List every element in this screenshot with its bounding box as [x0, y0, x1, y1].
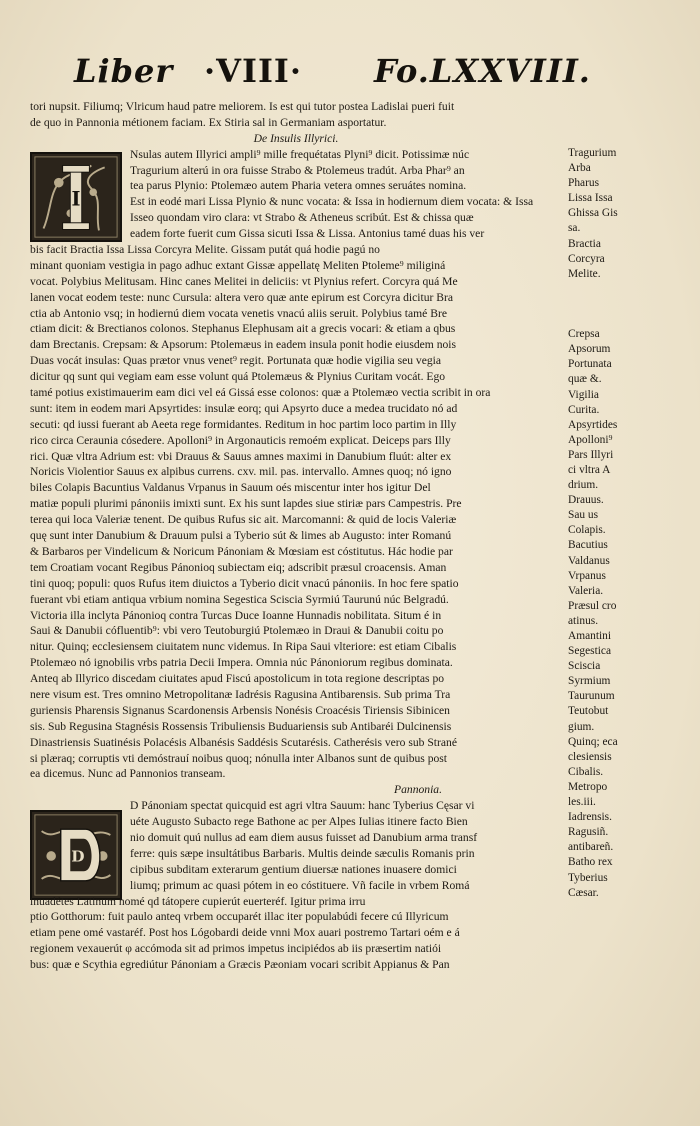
margin-note: Apolloni⁹: [568, 433, 613, 446]
text-line: tini quoq; populi: quos Rufus item diuictos a Tyberio dicit vnacú pánoniis. In hoc fere spatio: [30, 576, 459, 590]
margin-note: Pars Illyri: [568, 448, 614, 461]
text-line: rico circa Ceraunia cósedere. Apolloni⁹ in Argonauticis remoém explicat. Deiceps pars Illy: [30, 433, 451, 447]
margin-note: clesiensis: [568, 750, 612, 763]
running-header: [62, 52, 622, 96]
text-line: sunt: item in eodem mari Apsyrtides: insulæ eorq; qui Apsyrto duce a medea trucidato nó ad: [30, 401, 458, 415]
margin-note: Tragurium: [568, 147, 617, 159]
text-line: Tragurium alterú in ora fuisse Strabo & Ptolemeus tradút. Arba Phar⁹ an: [130, 163, 465, 177]
margin-note: Bacutius: [568, 539, 608, 552]
margin-note: Crepsa: [568, 328, 600, 341]
margin-note: Corcyra: [568, 252, 605, 265]
margin-note: Tyberius: [568, 871, 608, 884]
text-line: Duas vocát insulas: Quas prætor vnus venet⁹ regit. Portunata quæ hodie vigilia seu vegia: [30, 354, 442, 368]
text-line: regionem vexauerút φ accómoda sit ad primos impetus incipiédos ab iis præsertim natiói: [30, 942, 442, 956]
margin-note: antibareñ.: [568, 841, 614, 854]
text-line: biles Colapis Bacuntius Valdanus Vrpanus in Sauum oés miscentur inter hos igitur Del: [30, 481, 431, 495]
text-line: dicitur qq sunt qui vegiam eam esse volunt quá Ptolemæus & Plynius Curitam vocát. Ego: [30, 370, 446, 384]
margin-note: Arba: [568, 162, 591, 175]
text-line: Isseo quondam viro clara: vt Strabo & Atheneus scribút. Est & chissa quæ: [130, 211, 474, 225]
margin-note: Vigilia: [568, 388, 599, 401]
margin-note: Colapis.: [568, 524, 606, 537]
margin-note: Cæsar.: [568, 886, 599, 899]
margin-note: Batho rex: [568, 856, 613, 869]
paragraph-pannonia-indented: [30, 798, 562, 893]
margin-note: Bractia: [568, 237, 601, 250]
margin-note: drium.: [568, 479, 599, 492]
paragraph-insulis: [30, 242, 562, 782]
text-line: matiæ populi plurimi pánoniis imixti sunt. Ex his sunt lapdes siue stiriæ pars Campestris. Pre: [30, 497, 462, 511]
text-line: tori nupsit. Filiumq; Vlricum haud patre meliorem. Is est qui tutor postea Ladislai pueri fuit: [30, 100, 455, 113]
text-line: liumq; primum ac quasi pótem in eo cóstituere. Vñ facile in vrbem Romá: [130, 878, 470, 892]
margin-note: Valdanus: [568, 554, 610, 567]
margin-note: Cibalis.: [568, 765, 604, 778]
text-line: secuti: qd iussi fuerant ab Aeeta rege formidantes. Reditum in hoc partim loco partim in Illy: [30, 417, 457, 431]
margin-note: Valeria.: [568, 584, 604, 597]
text-line: vocat. Polybius Melitusam. Hinc canes Melitei in deliciis: vt Plynius refert. Corcyra quá Me: [30, 274, 458, 288]
margin-note: Lissa Issa: [568, 192, 613, 205]
text-line: de quo in Pannonia métionem faciam. Ex Stiria sal in Germaniam asportatur.: [30, 115, 387, 129]
header-folio-number: Fo.LXXVIII.: [374, 52, 591, 90]
text-line: si plæraq; corruptis vti demóstrauí noibus quoq; nónulla inter Albanos sunt de quibus post: [30, 751, 448, 765]
margin-note: Curita.: [568, 403, 600, 416]
svg-text:D: D: [71, 847, 85, 866]
section-heading-pannonia: Pannonia.: [394, 783, 442, 797]
text-line: ferre: quis sæpe insultátibus Barbaris. Multis deinde sæculis Romanis prin: [130, 846, 475, 860]
paragraph-pannonia: [30, 894, 562, 973]
text-line: tem Croatiam vocant Regibus Pánonioq subiectam eiq; adscribit præsul croacensis. Aman: [30, 560, 447, 574]
main-text-column: [30, 99, 562, 973]
margin-note: Sciscia: [568, 660, 601, 673]
text-line: uéte Augusto Subacto rege Bathone ac per Alpes Iulias itinere facto Bien: [130, 815, 468, 829]
text-line: terea qui loca Valeriæ tenent. De quibus Rufus sic ait. Marcomanni: & quid de locis Valeriæ: [30, 513, 457, 527]
margin-note: Syrmium: [568, 675, 611, 688]
margin-note: gium.: [568, 720, 595, 733]
margin-note: ci vltra A: [568, 463, 611, 476]
text-line: ctiam dicit: & Brectianos colonos. Stephanus Elephusam ait a grecis vocari: & etiam a qbus: [30, 322, 456, 336]
margin-gap: [568, 297, 688, 312]
text-line: bus: quæ e Scythia egrediútur Pánoniam a Græcis Pæoniam vocari scribit Appianus & Pan: [30, 958, 450, 972]
text-line: Anteq ab Illyrico discedam ciuitates apud Fiscú apostolicum in tota regione descriptas po: [30, 672, 445, 686]
text-line: bis facit Bractia Issa Lissa Corcyra Melite. Gissam putát quá hodie pagú no: [30, 243, 380, 257]
margin-note: Quinq; eca: [568, 735, 618, 748]
section-heading-insulis: De Insulis Illyrici.: [253, 131, 339, 145]
text-line: Dinastriensis Suatinésis Polacésis Albanésis Saddésis Scutarésis. Catherésis vero sub Strané: [30, 735, 457, 749]
text-line: lanen vocat eodem teste: nunc Cursula: altera vero quæ ante epirum est Corcyra dicitur Bra: [30, 290, 454, 304]
text-line: minant quoniam vestigia in pago adhuc extant Gissæ appellatę Meliten Ptoleme⁹ miliginá: [30, 258, 446, 272]
paragraph-insulis-indented: [30, 147, 562, 242]
margin-gap: [568, 312, 688, 327]
text-line: tea parus Plynio: Ptolemæo autem Pharia vetera omnes seruátes nomina.: [130, 179, 467, 193]
header-book-number: ·VIII·: [204, 52, 303, 90]
margin-note: Ghissa Gis: [568, 207, 618, 220]
text-line: quę sunt inter Danubium & Drauum pulsi a Tyberio sút & limes ab Augusto: inter Romanú: [30, 529, 452, 543]
text-line: Ptolemæo nó ignobilis vrbs patria Decii Impera. Omnia núc Pánoniorum regibus dominata.: [30, 656, 453, 670]
text-line: nio domuit quú nullus ad eam diem ausus fuisset ad Danubium arma transf: [130, 830, 478, 844]
margin-note: Sau us: [568, 509, 599, 522]
margin-note: Præsul cro: [568, 599, 617, 612]
margin-note: Segestica: [568, 645, 612, 658]
margin-note: Apsyrtides: [568, 418, 618, 431]
text-line: ctia ab Antonio vsq; in hodiernú diem vocata venetis vnacú aliis seruit. Polybius tamé Bre: [30, 306, 447, 320]
margin-note: Metropo: [568, 780, 608, 793]
text-line: rici. Quæ vltra Adrium est: vbi Drauus & Sauus amnes maximi in Danubium fluút: alter ex: [30, 449, 452, 463]
text-line: Est in eodé mari Lissa Plynio & nunc vocata: & Issa in hodiernum diem vocata: & Issa: [130, 195, 534, 209]
margin-note: Vrpanus: [568, 569, 606, 582]
svg-text:I: I: [71, 187, 81, 211]
margin-note: Pharus: [568, 177, 600, 190]
text-line: inuadétes Latinum nomé qd tátopere cupierút euerteréf. Igitur prima irru: [30, 894, 366, 908]
text-line: Noricis Violentior Sauus ex alpibus currens. cxv. mil. pas. intervallo. Amnes quoq; nó igno: [30, 465, 452, 479]
margin-note: quæ &.: [568, 373, 602, 386]
margin-note: Drauus.: [568, 494, 604, 507]
margin-note: Taurunum: [568, 690, 615, 703]
text-line: guriensis Pharensis Signanus Scardonensis Arbensis Nonésis Croacésis Tiriensis Sibinicen: [30, 703, 450, 717]
margin-note: Amantini: [568, 630, 612, 642]
header-liber: Liber: [74, 52, 174, 90]
text-line: nitur. Quinq; ecclesiensem ciuitatem nunc videmus. In Ripa Saui vlteriore: est etiam Cibalis: [30, 640, 457, 654]
margin-note: atinus.: [568, 614, 599, 627]
margin-note: Ragusiñ.: [568, 826, 609, 839]
margin-gap: [568, 282, 688, 297]
text-line: Victoria illa inclyta Pánonioq contra Turcas Duce Ioanne Hunnadis nobilitata. Situm é in: [30, 608, 442, 622]
margin-note: Apsorum: [568, 343, 611, 356]
text-line: & Barbaros per Vindelicum & Noricum Pánoniam & Mœsiam est cóstitutus. Hác hodie par: [30, 544, 453, 558]
margin-note: Portunata: [568, 358, 612, 371]
text-line: fuerant vbi etiam antiqua vrbium nomina Segestica Sciscia Syrmiú Taurunú núc Belgradú.: [30, 592, 449, 606]
margin-note: Melite.: [568, 267, 601, 280]
margin-note: Teutobut: [568, 705, 609, 718]
text-line: ptio Gotthorum: fuit paulo anteq vrbem occuparét illac iter populabúdi fecere cú Illyricum: [30, 910, 449, 924]
text-line: sis. Sub Regusina Stagnésis Rossensis Tribuliensis Buduariensis sub Antibaréi Dulcinensis: [30, 719, 452, 733]
text-line: nere visum est. Tres omnino Metropolitanæ Iadrésis Ragusina Antibarensis. Sub prima Tra: [30, 687, 451, 701]
text-line: D Pánoniam spectat quicquid est agri vltra Sauum: hanc Tyberius Cęsar vi: [130, 799, 475, 813]
text-line: etiam pene omé vastaréf. Post hos Lógobardi deide vnni Mox auari postremo Tartari oém e á: [30, 926, 460, 940]
text-line: Saui & Danubii cófluentib⁹: vbi vero Teutoburgiú Ptolemæo in Draui & Danubii coitu po: [30, 624, 444, 638]
margin-note: sa.: [568, 222, 581, 235]
text-line: tamé potius existimauerim eam dici vel eá Gissá esse colonos: quæ a Ptolemæo vectia scribit in ora: [30, 386, 491, 400]
margin-notes: [568, 146, 688, 901]
text-line: Nsulas autem Illyrici ampli⁹ mille frequétatas Plyni⁹ dicit. Potissimæ núc: [130, 147, 470, 161]
margin-note: Iadrensis.: [568, 811, 612, 824]
text-line: ea dicemus. Nunc ad Pannonios transeam.: [30, 767, 226, 781]
text-line: cipibus subditam exterarum gentium diuersæ nationes inuasere domici: [130, 862, 457, 876]
text-line: eadem forte fuerit cum Gissa sicuti Issa & Lissa. Antonius tamé duas his ver: [130, 227, 485, 241]
margin-note: les.iii.: [568, 796, 596, 809]
text-line: dam Brectanis. Crepsam: & Apsorum: Ptolemæus in eadem insula ponit hodie eiusdem nois: [30, 338, 457, 352]
